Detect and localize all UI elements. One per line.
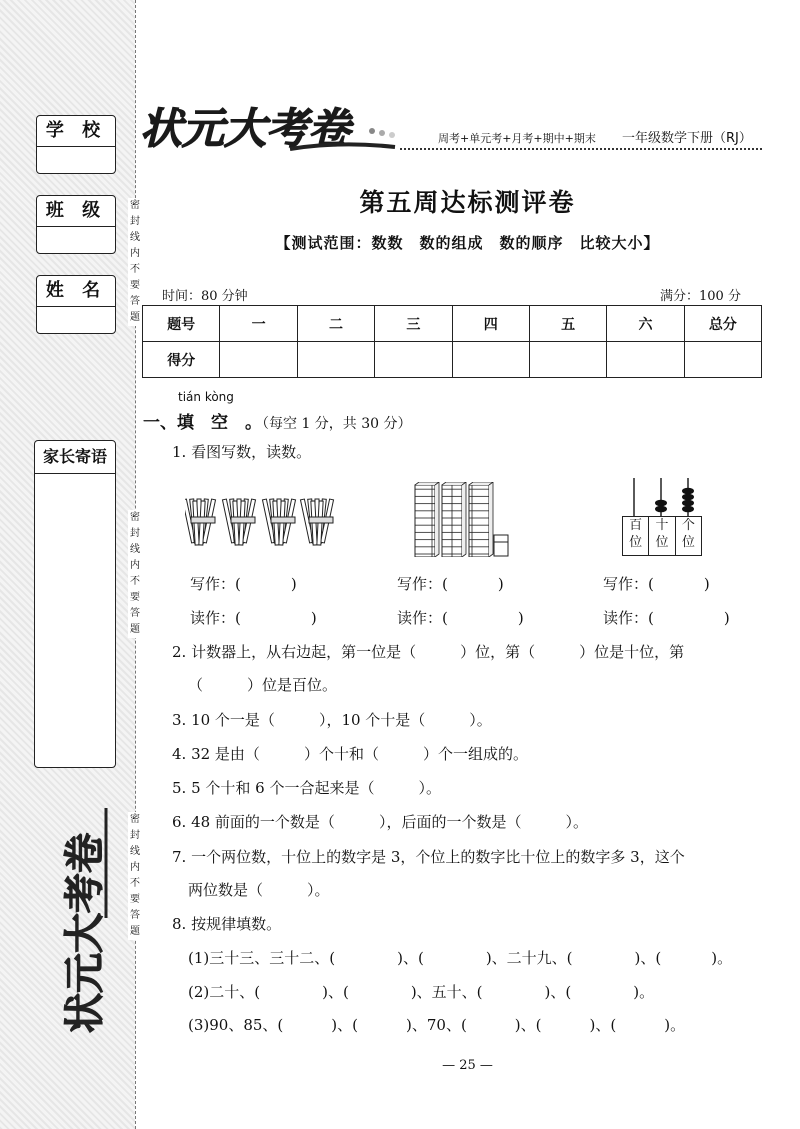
abacus-label-ones: 个 位 — [681, 518, 695, 550]
stick-bundle — [300, 499, 333, 545]
abacus-rods — [620, 476, 702, 516]
ten-column — [442, 482, 466, 557]
question-1: 1. 看图写数，读数。 — [172, 443, 312, 461]
read-answer-2[interactable]: 读作：( ) — [397, 609, 524, 627]
section-heading — [143, 408, 412, 433]
page-number: — 25 — — [442, 1058, 493, 1073]
parent-note-field[interactable] — [35, 474, 115, 764]
brand-logo — [140, 95, 400, 155]
seal-text-1: 密 封 线 内 不 要 答 题 — [128, 198, 142, 326]
question-8-sequence-1: (1)三十三、三十二、( )、( )、二十九、( )、( )。 — [188, 949, 733, 967]
exam-types: 周考+单元考+月考+期中+期末 — [438, 132, 596, 145]
question-6: 6. 48 前面的一个数是（ ），后面的一个数是（ ）。 — [172, 813, 588, 831]
score-cell-header: 总分 — [684, 306, 761, 342]
page-title: 第五周达标测评卷 — [359, 188, 576, 217]
score-table-score-row — [143, 342, 762, 378]
stick-bundle — [185, 499, 216, 545]
score-entry[interactable] — [684, 342, 761, 378]
brand-logo-text: 状元大考卷 — [140, 104, 351, 153]
score-cell-header: 二 — [297, 306, 374, 342]
score-entry[interactable] — [220, 342, 297, 378]
question-7-line-2: 两位数是（ ）。 — [188, 881, 330, 899]
abacus-label-hundreds: 百 位 — [623, 517, 649, 555]
score-row-label: 得分 — [143, 342, 220, 378]
cube-columns-figure — [412, 482, 512, 557]
stick-bundle — [262, 499, 295, 545]
seal-text-3: 密 封 线 内 不 要 答 题 — [128, 812, 142, 940]
score-cell-header: 一 — [220, 306, 297, 342]
school-label: 学 校 — [37, 116, 115, 147]
stick-bundles-figure — [185, 495, 345, 555]
question-5: 5. 5 个十和 6 个一合起来是（ ）。 — [172, 779, 441, 797]
name-label: 姓 名 — [37, 276, 115, 307]
name-box — [36, 275, 116, 334]
score-entry[interactable] — [375, 342, 452, 378]
name-field[interactable] — [37, 307, 115, 333]
vertical-logo — [58, 798, 118, 1038]
question-8-sequence-3: (3)90、85、( )、( )、70、( )、( )、( )。 — [188, 1016, 686, 1034]
abacus-base — [622, 516, 702, 556]
score-cell-header: 六 — [607, 306, 684, 342]
section-pinyin: tián kòng — [178, 390, 234, 404]
test-scope: 【测试范围：数数 数的组成 数的顺序 比较大小】 — [275, 234, 660, 252]
time-limit: 时间：80 分钟 — [162, 289, 248, 304]
vertical-logo-text: 状元大考卷 — [62, 833, 108, 1033]
score-cell-header: 三 — [375, 306, 452, 342]
score-cell-header: 四 — [452, 306, 529, 342]
read-answer-3[interactable]: 读作：( ) — [603, 609, 730, 627]
score-entry[interactable] — [452, 342, 529, 378]
question-8-sequence-2: (2)二十、( )、( )、五十、( )、( )。 — [188, 983, 655, 1001]
section-heading-text: 一、填 空 。 — [143, 413, 262, 433]
parent-note-box — [34, 440, 116, 768]
book-title: 一年级数学下册（RJ） — [622, 131, 752, 146]
score-entry[interactable] — [529, 342, 606, 378]
ten-column — [415, 482, 439, 557]
school-box — [36, 115, 116, 174]
score-table-header-row — [143, 306, 762, 342]
question-8: 8. 按规律填数。 — [172, 915, 282, 933]
abacus-figure — [620, 476, 702, 556]
full-score: 满分：100 分 — [660, 289, 741, 304]
question-4: 4. 32 是由（ ）个十和（ ）个一组成的。 — [172, 745, 528, 763]
school-field[interactable] — [37, 147, 115, 173]
parent-note-label: 家长寄语 — [35, 441, 115, 474]
stick-bundle — [222, 499, 255, 545]
question-7-line-1: 7. 一个两位数，十位上的数字是 3，个位上的数字比十位上的数字多 3，这个 — [172, 848, 685, 866]
abacus-label-tens: 十 位 — [649, 517, 675, 555]
question-3: 3. 10 个一是（ ），10 个十是（ ）。 — [172, 711, 492, 729]
read-answer-1[interactable]: 读作：( ) — [190, 609, 317, 627]
section-note: （每空 1 分，共 30 分） — [262, 416, 412, 432]
write-answer-3[interactable]: 写作：( ) — [603, 575, 710, 593]
class-label: 班 级 — [37, 196, 115, 227]
question-2-line-2: （ ）位是百位。 — [188, 676, 338, 694]
ten-column — [469, 482, 493, 557]
write-answer-1[interactable]: 写作：( ) — [190, 575, 297, 593]
score-cell-header: 五 — [529, 306, 606, 342]
single-cube — [494, 535, 508, 556]
seal-text-2: 密 封 线 内 不 要 答 题 — [128, 510, 142, 638]
score-entry[interactable] — [607, 342, 684, 378]
score-entry[interactable] — [297, 342, 374, 378]
header-dotted-line — [400, 148, 762, 150]
write-answer-2[interactable]: 写作：( ) — [397, 575, 504, 593]
score-table — [142, 305, 762, 378]
question-2-line-1: 2. 计数器上，从右边起，第一位是（ ）位，第（ ）位是十位，第 — [172, 643, 685, 661]
score-cell-header: 题号 — [143, 306, 220, 342]
